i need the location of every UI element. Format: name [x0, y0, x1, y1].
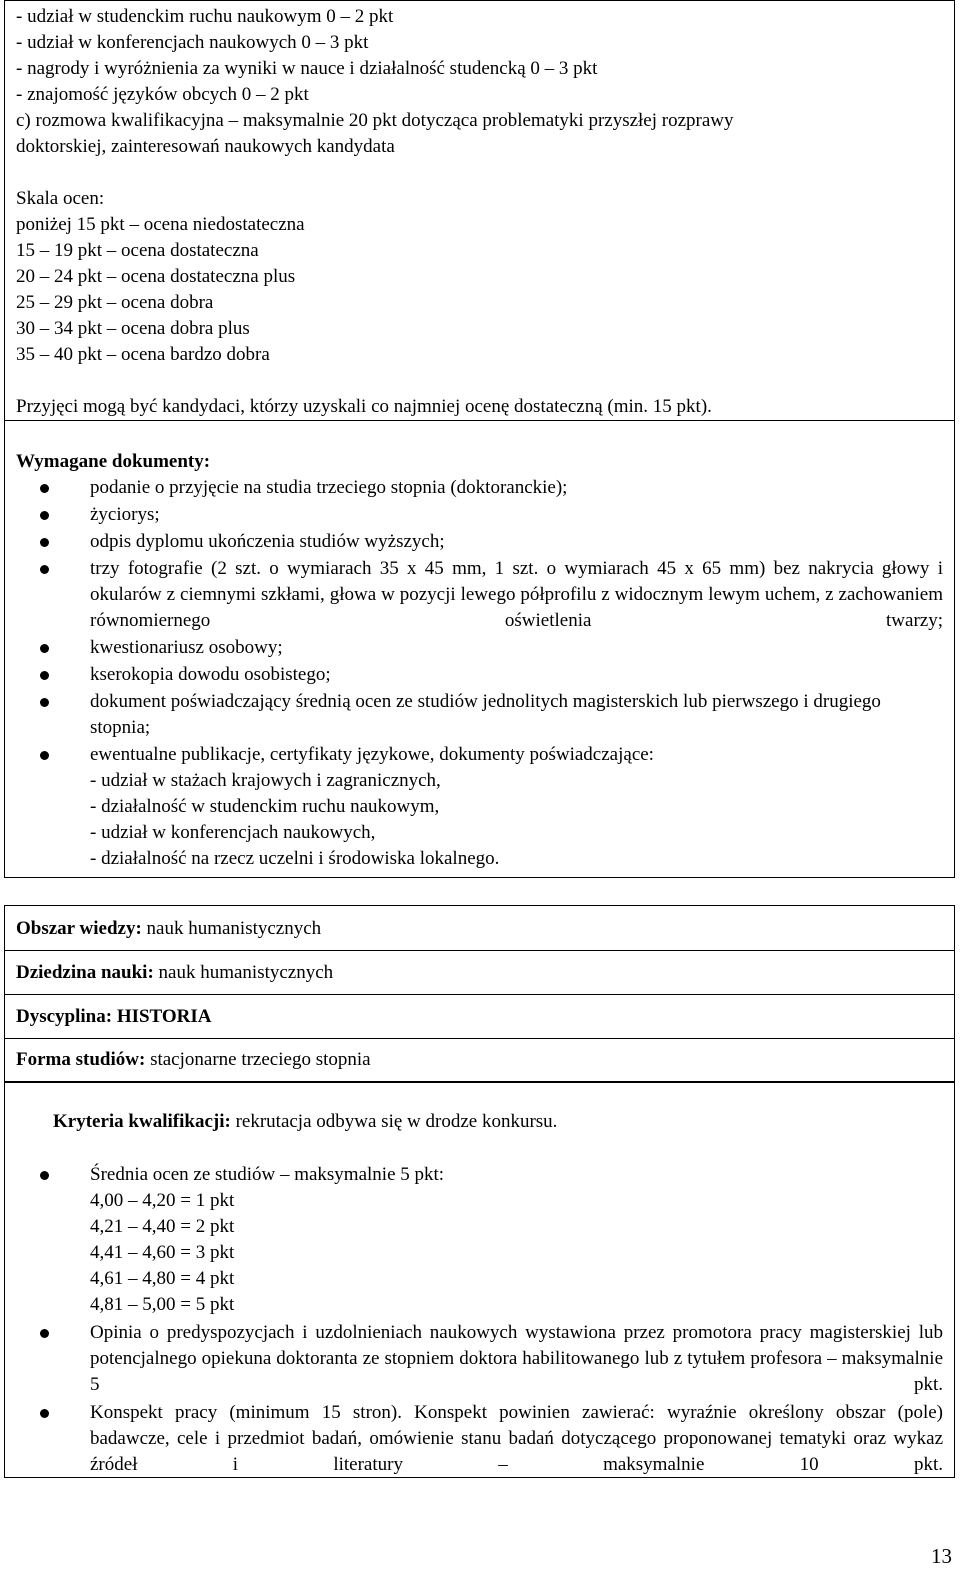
document-subitem: - udział w stażach krajowych i zagranicznych,	[90, 770, 441, 791]
info-divider	[5, 1038, 954, 1039]
documents-title: Wymagane dokumenty:	[16, 451, 211, 472]
criteria-item: Konspekt pracy (minimum 15 stron). Konspekt powinien zawierać: wyraźnie określony obszar (pole) badawcze, cele i przedmiot badań, omówienie stanu badań dotyczącego proponowanej tematyki oraz wykaz źródeł i literatury – maksymalnie 10 pkt.	[16, 1400, 943, 1478]
document-subitem: - udział w konferencjach naukowych,	[90, 822, 376, 843]
discipline: Dyscyplina: HISTORIA	[16, 1006, 212, 1027]
criteria-item: Średnia ocen ze studiów – maksymalnie 5 pkt: 4,00 – 4,20 = 1 pkt 4,21 – 4,40 = 2 pkt 4,41 – 4,60 = 3 pkt 4,61 – 4,80 = 4 pkt 4,81 – 5,00 = 5 pkt	[16, 1162, 943, 1318]
grade-scale-item: 30 – 34 pkt – ocena dobra plus	[16, 318, 250, 339]
document-item: dokument poświadczający średnią ocen ze studiów jednolitych magisterskich lub pierwszego i drugiego stopnia;	[16, 689, 943, 741]
document-item: trzy fotografie (2 szt. o wymiarach 35 x 45 mm, 1 szt. o wymiarach 45 x 65 mm) bez nakrycia głowy i okularów z ciemnymi szkłami, głowa w pozycji lewego półprofilu z widocznym lewym uchem, z zachowaniem równomiernego oświetlenia twarzy;	[16, 556, 943, 634]
admission-note: Przyjęci mogą być kandydaci, którzy uzyskali co najmniej ocenę dostateczną (min. 15 pkt).	[16, 396, 712, 417]
document-subitem: - działalność w studenckim ruchu naukowym,	[90, 796, 440, 817]
scoring-line: c) rozmowa kwalifikacyjna – maksymalnie 20 pkt dotycząca problematyki przyszłej rozprawy	[16, 110, 734, 131]
document-item: kserokopia dowodu osobistego;	[16, 662, 943, 688]
grade-range: 4,00 – 4,20 = 1 pkt	[90, 1190, 235, 1211]
info-divider	[5, 994, 954, 995]
grade-scale-item: 15 – 19 pkt – ocena dostateczna	[16, 240, 259, 261]
scoring-line: - udział w studenckim ruchu naukowym 0 – 2 pkt	[16, 6, 394, 27]
grade-scale-title: Skala ocen:	[16, 188, 105, 209]
study-form: Forma studiów: stacjonarne trzeciego stopnia	[16, 1049, 371, 1070]
document-item: odpis dyplomu ukończenia studiów wyższych;	[16, 529, 943, 555]
grade-scale-item: poniżej 15 pkt – ocena niedostateczna	[16, 214, 305, 235]
grade-scale-item: 25 – 29 pkt – ocena dobra	[16, 292, 214, 313]
required-documents	[16, 449, 943, 872]
criteria-heading: Kryteria kwalifikacji: rekrutacja odbywa się w drodze konkursu.	[53, 1111, 558, 1132]
scoring-line: - znajomość języków obcych 0 – 2 pkt	[16, 84, 309, 105]
criteria-box	[4, 1082, 955, 1478]
grade-range: 4,21 – 4,40 = 2 pkt	[90, 1216, 235, 1237]
document-item: kwestionariusz osobowy;	[16, 635, 943, 661]
document-subitem: - działalność na rzecz uczelni i środowiska lokalnego.	[90, 848, 500, 869]
scoring-line: - udział w konferencjach naukowych 0 – 3 pkt	[16, 32, 369, 53]
criteria-list	[16, 1162, 943, 1478]
page-number: 13	[931, 1544, 952, 1568]
documents-list	[16, 475, 943, 872]
document-item: ewentualne publikacje, certyfikaty językowe, dokumenty poświadczające: - udział w stażach krajowych i zagranicznych, - działalność w studenckim ruchu naukowym, - udział w konferencjach naukowych, - działalność na rzecz uczelni i środowiska lokalnego.	[16, 742, 943, 872]
section-divider	[5, 420, 954, 421]
grade-range: 4,81 – 5,00 = 5 pkt	[90, 1294, 235, 1315]
grade-scale-item: 20 – 24 pkt – ocena dostateczna plus	[16, 266, 296, 287]
grade-range: 4,41 – 4,60 = 3 pkt	[90, 1242, 235, 1263]
grade-scale-item: 35 – 40 pkt – ocena bardzo dobra	[16, 344, 270, 365]
document-item: życiorys;	[16, 502, 943, 528]
scoring-line: doktorskiej, zainteresowań naukowych kandydata	[16, 136, 395, 157]
grade-range: 4,61 – 4,80 = 4 pkt	[90, 1268, 235, 1289]
scoring-line: - nagrody i wyróżnienia za wyniki w nauce i działalność studencką 0 – 3 pkt	[16, 58, 598, 79]
criteria-item: Opinia o predyspozycjach i uzdolnieniach naukowych wystawiona przez promotora pracy magisterskiej lub potencjalnego opiekuna doktoranta ze stopniem doktora habilitowanego lub z tytułem profesora – maksymalnie 5 pkt.	[16, 1320, 943, 1398]
info-divider	[5, 950, 954, 951]
scoring-section	[16, 4, 941, 420]
document-item: podanie o przyjęcie na studia trzeciego stopnia (doktoranckie);	[16, 475, 943, 501]
field-of-science: Dziedzina nauki: nauk humanistycznych	[16, 962, 334, 983]
admission-section-box	[4, 0, 955, 878]
field-of-knowledge: Obszar wiedzy: nauk humanistycznych	[16, 918, 322, 939]
program-info-box	[4, 905, 955, 1082]
